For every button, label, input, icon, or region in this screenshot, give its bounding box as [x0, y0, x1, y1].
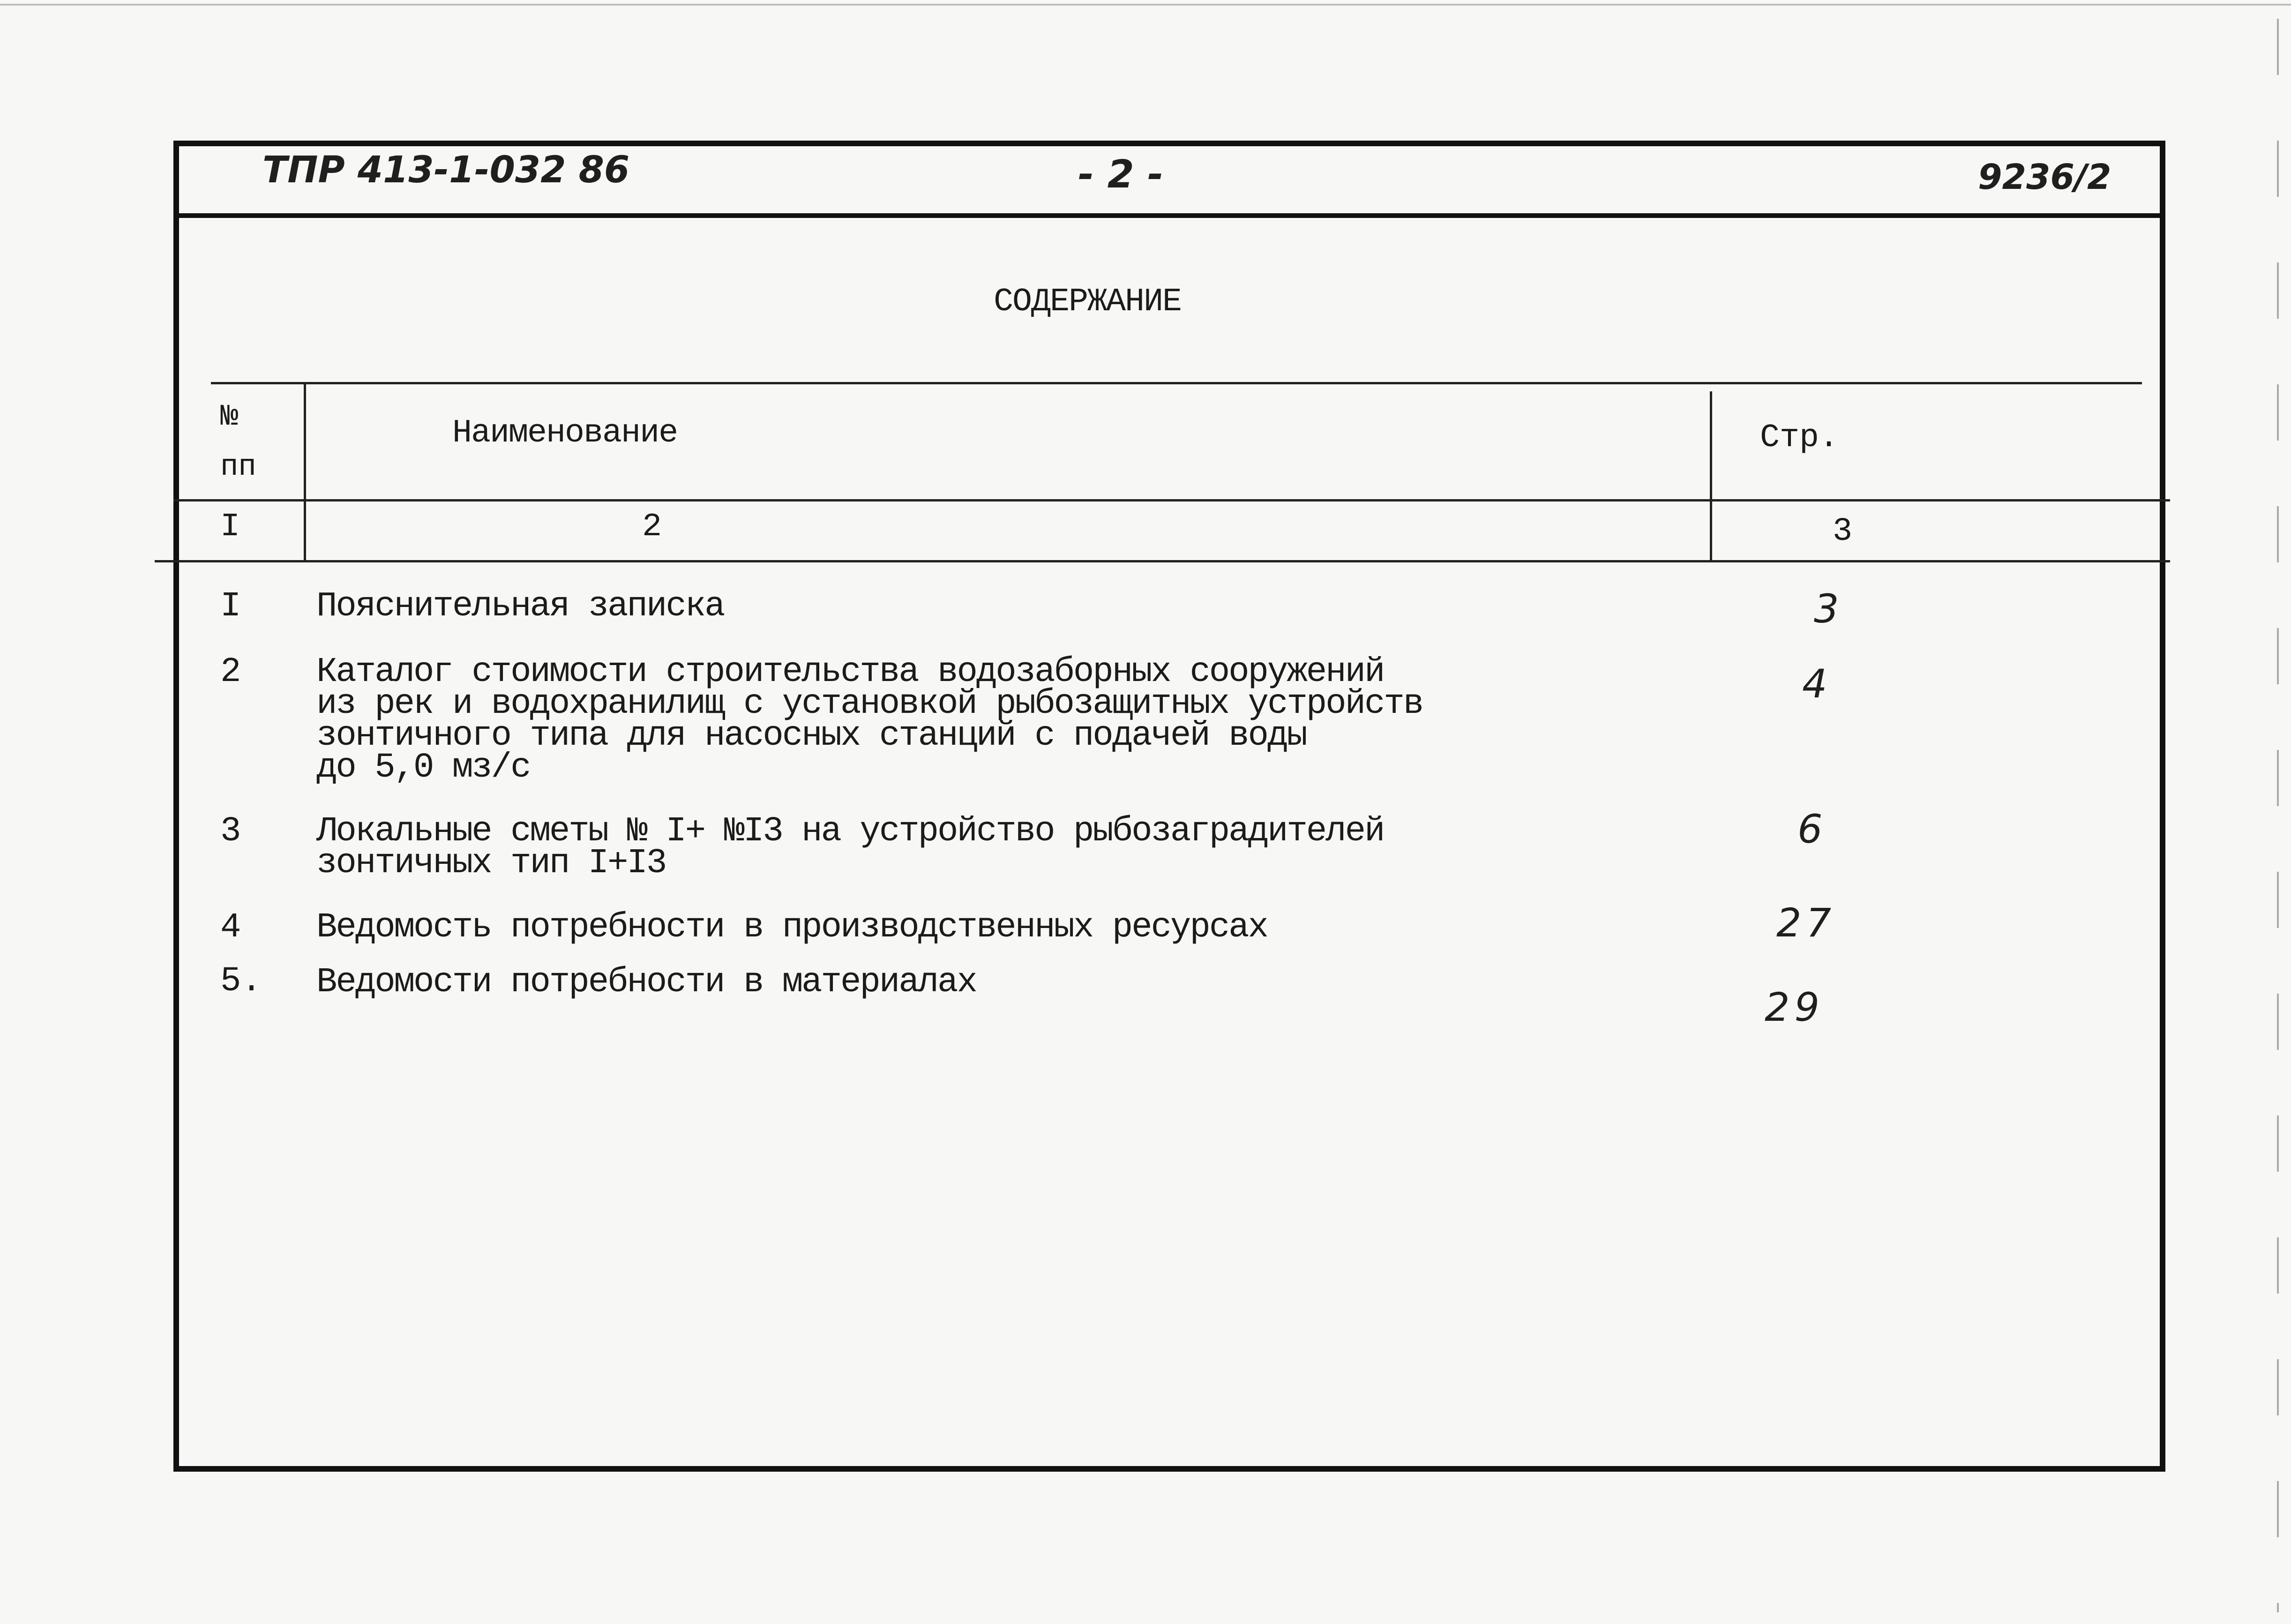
column-header-number-1: № [220, 400, 239, 434]
scan-top-edge [0, 4, 2291, 6]
row-2-line-4: до 5,0 мз/с [316, 748, 530, 787]
row-1-title [316, 587, 724, 626]
row-2-title [316, 652, 1423, 787]
column-header-page: Стр. [1760, 419, 1839, 457]
row-3-page: 6 [1797, 806, 1823, 852]
row-1-number: I [220, 587, 241, 626]
column-header-number-2: пп [220, 450, 256, 484]
header-rule [173, 213, 2165, 218]
page-number: - 2 - [1078, 152, 1164, 197]
row-2-line-1: Каталог стоимости строительства водозаборных сооружений [316, 652, 1384, 692]
document-number: 9236/2 [1978, 157, 2111, 197]
table-colnum-rule [155, 560, 2170, 562]
column-number-1: I [220, 509, 240, 546]
table-top-rule [211, 382, 2142, 384]
column-number-2: 2 [642, 509, 662, 546]
row-2-line-2: из рек и водохранилищ с установкой рыбозащитных устройств [316, 684, 1423, 724]
row-4-line-1: Ведомость потребности в производственных ресурсах [316, 908, 1267, 947]
table-col-divider-2 [1710, 391, 1712, 560]
row-5-line-1: Ведомости потребности в материалах [316, 963, 976, 1002]
row-3-line-1: Локальные сметы № I+ №I3 на устройство рыбозаградителей [316, 812, 1384, 851]
table-header-rule [173, 499, 2170, 501]
row-2-page: 4 [1802, 661, 1827, 707]
table-col-divider-1 [304, 382, 306, 560]
row-4-number: 4 [220, 908, 241, 947]
column-header-name: Наименование [452, 415, 678, 452]
row-5-page: 29 [1765, 984, 1824, 1030]
row-2-number: 2 [220, 652, 241, 692]
row-1-page: 3 [1814, 586, 1839, 632]
row-5-title [316, 963, 976, 1002]
row-3-title [316, 812, 1384, 883]
row-2-line-3: зонтичного типа для насосных станций с подачей воды [316, 716, 1306, 756]
row-5-number: 5. [220, 962, 262, 1001]
column-number-3: 3 [1833, 513, 1853, 550]
row-3-line-2: зонтичных тип I+I3 [316, 844, 666, 883]
row-4-page: 27 [1776, 900, 1836, 946]
page-title: СОДЕРЖАНИЕ [994, 284, 1182, 321]
scan-right-edge [2277, 19, 2279, 1612]
page-frame [173, 141, 2165, 1472]
row-3-number: 3 [220, 812, 241, 851]
row-4-title [316, 908, 1267, 947]
document-code: ТПР 413-1-032 86 [262, 149, 630, 191]
row-1-line-1: Пояснительная записка [316, 587, 724, 626]
